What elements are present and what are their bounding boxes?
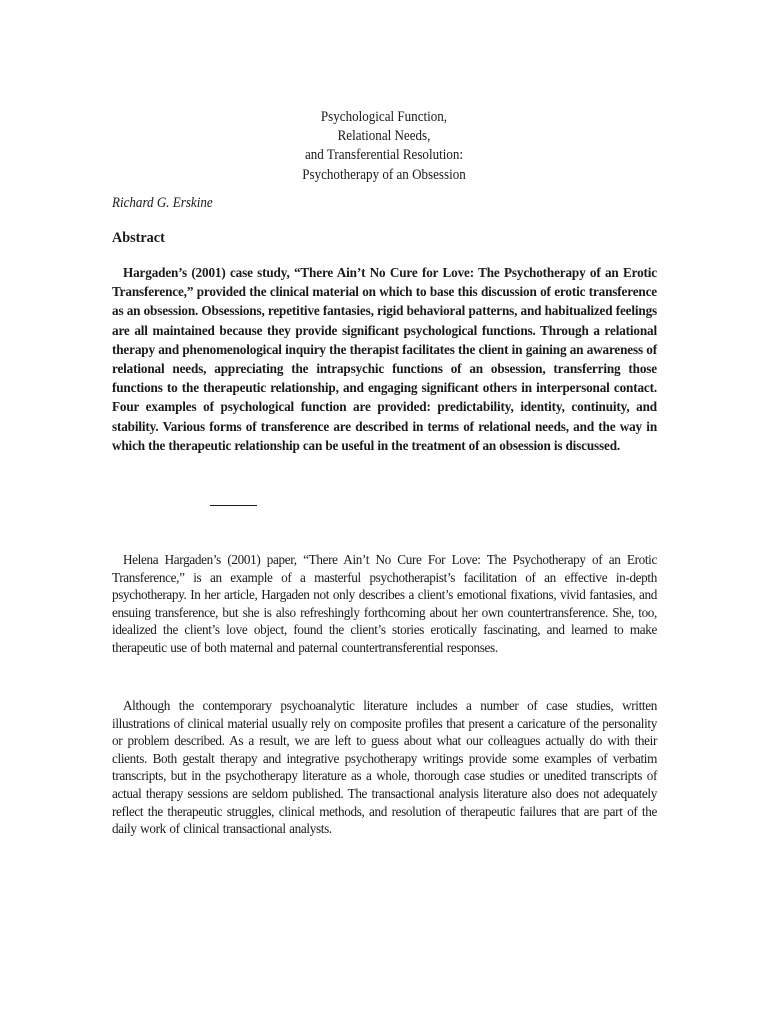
abstract-body: Hargaden’s (2001) case study, “There Ain’t No Cure for Love: The Psychotherapy of an Erotic Transference,” provided the clinical material on which to base this discussion of erotic transference as an obsession. Obsessions, repetitive fantasies, rigid behavioral patterns, and habitualized feelings are all maintained because they provide significant psychological functions. Through a relational therapy and phenomenological inquiry the therapist facilitates the client in gaining an awareness of relational needs, appreciating the intrapsychic functions of an obsession, transferring those functions to the therapeutic relationship, and engaging significant others in interpersonal contact. Four examples of psychological function are provided: predictability, identity, continuity, and stability. Various forms of transference are described in terms of relational needs, and the way in which the therapeutic relationship can be useful in the treatment of an obsession is discussed. [112,265,657,453]
title-line-4: Psychotherapy of an Obsession [302,166,466,183]
title-line-1: Psychological Function, [320,109,448,125]
author-name: Richard G. Erskine [112,195,213,211]
title-line-3: and Transferential Resolution: [304,147,464,164]
abstract-heading: Abstract [112,230,165,246]
section-separator [210,505,257,506]
body-paragraph-1: Helena Hargaden’s (2001) paper, “There Ain’t No Cure For Love: The Psychotherapy of an Erotic Transference,” is an example of a masterful psychotherapist’s facilitation of an effective in-depth psychotherapy. In her article, Hargaden not only describes a client’s emotional fixations, vivid fantasies, and ensuing transference, but she is also refreshingly forthcoming about her own countertransference. She, too, idealized the client’s love object, found the client’s stories erotically fascinating, and learned to make therapeutic use of both maternal and paternal countertransferential responses. [112,552,657,655]
body-paragraph-2: Although the contemporary psychoanalytic literature includes a number of case studies, written illustrations of clinical material usually rely on composite profiles that present a caricature of the personality or problem described. As a result, we are left to guess about what our colleagues actually do with their clients. Both gestalt therapy and integrative psychotherapy writings provide some examples of verbatim transcripts, but in the psychotherapy literature as a whole, thorough case studies or unedited transcripts of actual therapy sessions are seldom published. The transactional analysis literature also does not adequately reflect the therapeutic struggles, clinical methods, and resolution of therapeutic failures that are part of the daily work of clinical transactional analysts. [112,698,657,837]
document-title [31,108,738,185]
title-line-2: Relational Needs, [337,128,431,145]
